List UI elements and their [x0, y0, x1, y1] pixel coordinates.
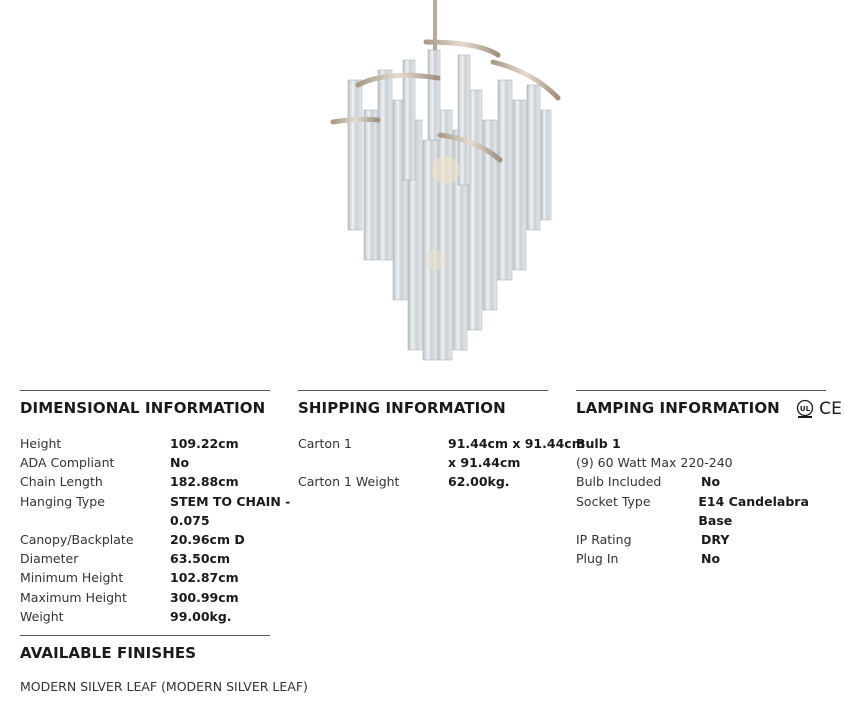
spec-row-min-height	[20, 568, 290, 587]
spec-row-canopy	[20, 530, 290, 549]
spec-value-line: 0.075	[170, 512, 210, 528]
spec-value: 62.00kg.	[448, 474, 510, 490]
spec-row-hanging-type	[20, 492, 290, 530]
spec-label: IP Rating	[576, 532, 632, 548]
spec-value: E14 Candelabra Base	[698, 493, 809, 528]
spec-value	[170, 492, 290, 530]
spec-value: No	[701, 474, 721, 490]
spec-label: Maximum Height	[20, 589, 127, 605]
spec-value: 182.88cm	[170, 474, 239, 490]
spec-value-line: x 91.44cm	[448, 455, 521, 471]
spec-row-diameter	[20, 549, 290, 568]
bulb-description: (9) 60 Watt Max 220-240	[576, 455, 733, 471]
spec-label: Plug In	[576, 551, 619, 567]
cul-listed-icon	[793, 399, 817, 419]
spec-value: No	[170, 455, 190, 471]
spec-value: 300.99cm	[170, 589, 239, 605]
spec-label: Minimum Height	[20, 570, 124, 586]
finishes-title: AVAILABLE FINISHES	[20, 644, 197, 662]
spec-value: 99.00kg.	[170, 608, 232, 624]
section-divider	[20, 635, 270, 636]
spec-value: 20.96cm D	[170, 532, 245, 548]
product-image-chandelier	[318, 0, 578, 372]
spec-label: ADA Compliant	[20, 455, 115, 471]
spec-row-socket-type	[576, 492, 844, 530]
spec-label: Canopy/Backplate	[20, 532, 134, 548]
spec-label: Carton 1	[298, 436, 352, 451]
lamping-section	[576, 390, 844, 568]
bulb-title: Bulb 1	[576, 436, 621, 451]
spec-row-weight	[20, 607, 290, 626]
svg-text:UL: UL	[799, 404, 811, 413]
certification-marks	[793, 399, 842, 419]
spec-row-max-height	[20, 588, 290, 607]
lamping-title-row	[576, 398, 844, 418]
dimensional-title: DIMENSIONAL INFORMATION	[20, 399, 266, 417]
dimensional-section	[20, 390, 290, 626]
spec-row-chain-length	[20, 472, 290, 491]
finishes-value: MODERN SILVER LEAF (MODERN SILVER LEAF)	[20, 679, 308, 694]
spec-row-ip-rating	[576, 530, 844, 549]
shipping-section	[298, 390, 585, 492]
spec-value: 102.87cm	[170, 570, 239, 586]
spec-label: Diameter	[20, 551, 79, 567]
spec-row-plug-in	[576, 549, 844, 568]
spec-label: Chain Length	[20, 474, 103, 490]
spec-row-bulb-included	[576, 472, 844, 491]
shipping-title: SHIPPING INFORMATION	[298, 399, 506, 417]
spec-value: 109.22cm	[170, 436, 239, 451]
spec-label: Bulb Included	[576, 474, 662, 490]
spec-row-ada	[20, 453, 290, 472]
section-divider	[20, 390, 270, 391]
spec-row-height	[20, 434, 290, 453]
finishes-section	[20, 635, 308, 694]
spec-label: Socket Type	[576, 493, 651, 509]
lamping-title: LAMPING INFORMATION	[576, 399, 780, 417]
spec-value: No	[701, 551, 721, 567]
section-divider	[576, 390, 826, 391]
spec-row-carton	[298, 434, 585, 472]
spec-value	[448, 434, 585, 472]
spec-value: DRY	[701, 532, 730, 548]
ce-mark-icon: CE	[819, 398, 842, 419]
spec-label: Height	[20, 436, 62, 451]
section-divider	[298, 390, 548, 391]
spec-label: Weight	[20, 608, 64, 624]
spec-value: 63.50cm	[170, 551, 230, 567]
spec-label: Hanging Type	[20, 493, 105, 509]
spec-value-line: 91.44cm x 91.44cm	[448, 436, 585, 451]
spec-value-line: STEM TO CHAIN -	[170, 493, 291, 509]
spec-label: Carton 1 Weight	[298, 474, 400, 490]
spec-row-carton-weight	[298, 472, 585, 491]
